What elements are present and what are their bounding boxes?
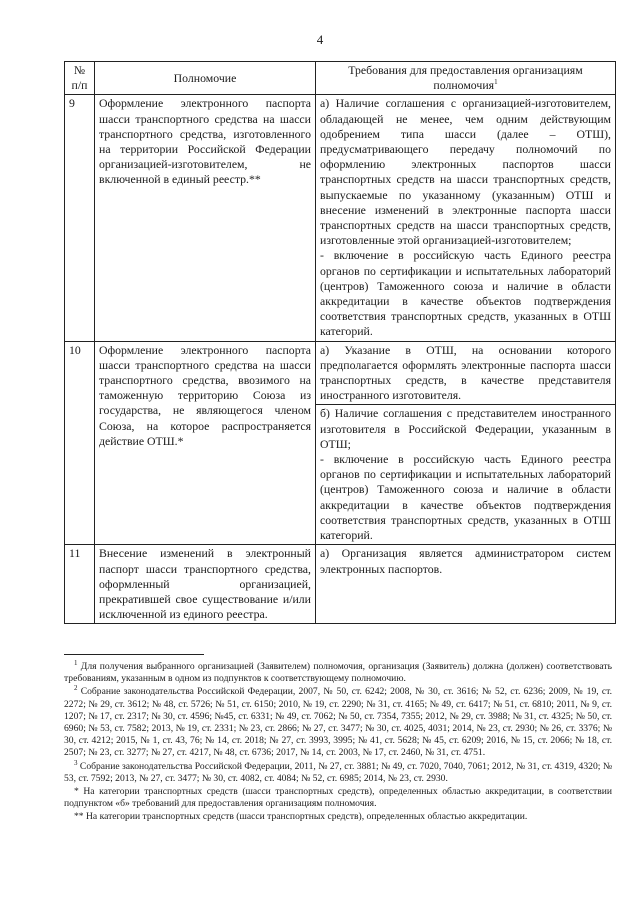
- footnote-ref-1: 1: [494, 78, 498, 87]
- footnote-divider: [64, 654, 204, 655]
- header-requirements-text: Требования для предоставления организациям полномочия: [348, 63, 583, 93]
- footnote-marker: *: [74, 786, 79, 798]
- footnote-3: [64, 758, 612, 785]
- header-requirements: [316, 62, 616, 95]
- row-num: 9: [65, 95, 95, 341]
- table-header-row: [65, 62, 616, 95]
- footnote-marker: 3: [74, 758, 78, 767]
- requirements-table: [64, 61, 616, 624]
- footnote-text: Собрание законодательства Российской Федерации, 2007, № 50, ст. 6242; 2008, № 30, ст. 3616; № 52, ст. 6236; 2009, № 19, ст. 2272; № 29, ст. 3612; № 48, ст. 5726; № 51, ст. 6150; 2010, № 19, ст. 2290; № 31, ст. 4165; № 49, ст. 6417; № 51, ст. 6810; 2011, № 9, ст. 1207; № 17, ст. 2317; № 30, ст. 4596; №45, ст. 6331; № 49, ст. 7062; № 50, ст. 7354, 7355; 2012, № 29, ст. 3988; № 31, ст. 4325; № 50, ст. 6960; № 53, ст. 7582; 2013, № 19, ст. 2331; № 23, ст. 2866; № 27, ст. 3477; № 30, ст. 4025, 4031; 2014, № 23, ст. 2930; № 26, ст. 3376; № 30, ст. 4212; 2015, № 1, ст. 43, 76; № 14, ст. 2018; № 27, ст. 3993, 3995; № 41, ст. 5628; № 45, ст. 6209; 2016, № 15, ст. 2066; № 18, ст. 2507; № 23, ст. 3277; № 27, ст. 4217, № 48, ст. 6736; 2017, № 14, ст. 2003, № 17, ст. 2460, № 31, ст. 4751.: [64, 686, 612, 759]
- requirement-item: а) Организация является администратором систем электронных паспортов.: [320, 546, 611, 576]
- page-number: 4: [316, 32, 324, 47]
- row-requirements-a: [316, 341, 616, 405]
- row-requirements: [316, 95, 616, 341]
- footnote-star: [64, 786, 612, 810]
- row-num: 10: [65, 341, 95, 545]
- footnote-marker: **: [74, 811, 84, 823]
- requirement-item: - включение в российскую часть Единого реестра органов по сертификации и испытательных лабораторий (центров) Таможенного союза и наличие в области аккредитации в качестве объектов подтверждения соответствия транспортных средств, указанных в ОТШ категорий.: [320, 248, 611, 339]
- footnote-text: На категории транспортных средств (шасси транспортных средств), определенных областью аккредитации.: [83, 811, 528, 823]
- row-authority: Оформление электронного паспорта шасси транспортного средства на шасси транспортного средства, ввозимого на таможенную территорию Союза из государства, не являющегося членом Союза, на которое распространяется действие ОТШ.*: [95, 341, 316, 545]
- footnote-2: [64, 686, 612, 759]
- table-row-10a: [65, 341, 616, 405]
- footnote-text: Собрание законодательства Российской Федерации, 2011, № 27, ст. 3881; № 49, ст. 7020, 7040, 7061; 2012, № 31, ст. 4319, 4320; № 53, ст. 7592; 2013, № 27, ст. 3477; № 30, ст. 4082, ст. 4084; № 52, ст. 6985; 2014, № 23, ст. 2930.: [64, 760, 612, 784]
- requirement-item: а) Наличие соглашения с организацией-изготовителем, обладающей не менее, чем одним действующим одобрением типа шасси (далее – ОТШ), предусматривающего передачу полномочий по оформлению электронных паспортов шасси транспортных средств на шасси транспортных средств, выпускаемые по указанному (указанным) ОТШ и внесение изменений в электронные паспорта шасси транспортных средств на шасси транспортных средств, изготовленные этой организацией-изготовителем;: [320, 96, 611, 248]
- row-authority: Оформление электронного паспорта шасси транспортного средства на шасси транспортного средства, изготовленного на территории Российской Федерации организацией-изготовителем, не включенной в единый реестр.**: [95, 95, 316, 341]
- footnote-1: [64, 658, 612, 685]
- requirement-item: б) Наличие соглашения с представителем иностранного изготовителя в Российской Федерации, указанным в ОТШ;: [320, 406, 611, 451]
- header-authority: Полномочие: [95, 62, 316, 95]
- footnote-marker: 1: [74, 658, 78, 667]
- header-num: № п/п: [65, 62, 95, 95]
- requirement-item: - включение в российскую часть Единого реестра органов по сертификации и испытательных лабораторий (центров) Таможенного союза и наличие в области аккредитации в качестве объектов подтверждения соответствия транспортных средств, указанных в ОТШ категорий.: [320, 452, 611, 543]
- row-requirements: [316, 545, 616, 624]
- row-num: 11: [65, 545, 95, 624]
- footnote-marker: 2: [74, 684, 78, 693]
- requirement-item: а) Указание в ОТШ, на основании которого предполагается оформлять электронные паспорта шасси транспортных средств, в качестве представителя иностранного изготовителя.: [320, 342, 611, 403]
- row-authority: Внесение изменений в электронный паспорт шасси транспортного средства, оформленный организацией, прекратившей свое существование и/или исключенной из единого реестра.: [95, 545, 316, 624]
- table-row-11: [65, 545, 616, 624]
- row-requirements-b: [316, 405, 616, 545]
- footnote-double-star: [64, 811, 612, 823]
- table-row-9: [65, 95, 616, 341]
- footnote-text: Для получения выбранного организацией (Заявителем) полномочия, организация (Заявитель) должна (должен) соответствовать требованиям, указанным в одном из подпунктов к соответствующему полномочию.: [64, 661, 612, 685]
- footnotes: [64, 658, 612, 825]
- footnote-text: На категории транспортных средств (шасси транспортных средств), определенных областью аккредитации, в соответствии подпунктом «б» требований для предоставления организациям полномочия.: [64, 786, 612, 810]
